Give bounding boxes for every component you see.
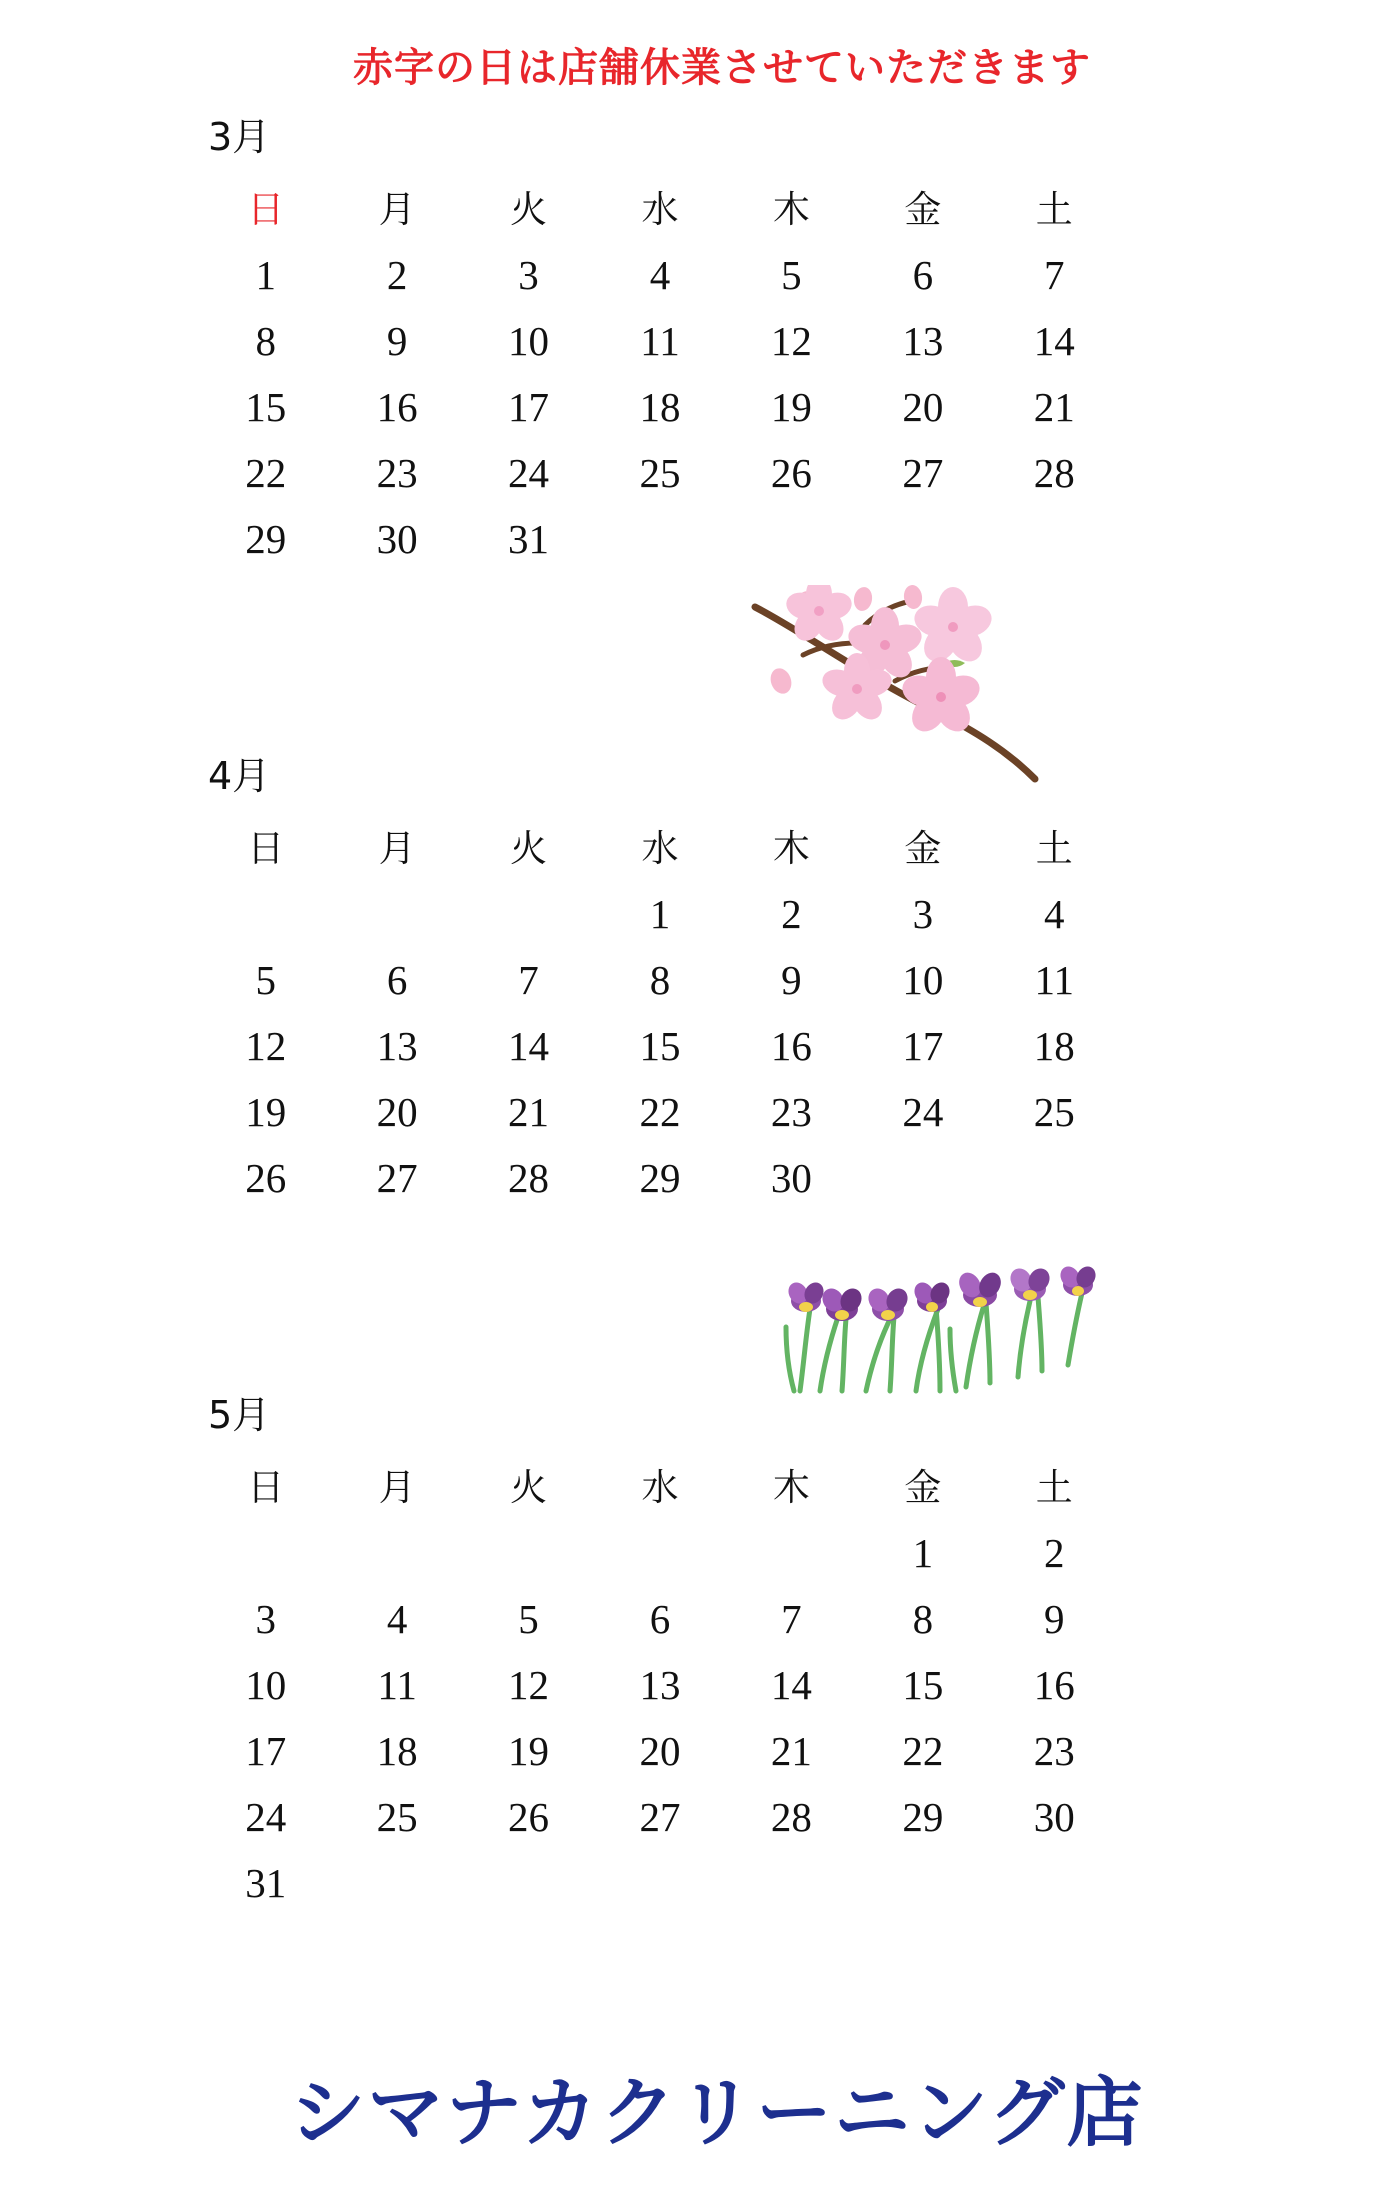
day-cell: 6 (386, 957, 408, 1003)
day-cell: 14 (508, 1023, 550, 1069)
week-row (200, 1586, 1120, 1652)
day-cell: 7 (1044, 252, 1065, 298)
day-cell: 10 (245, 1662, 287, 1708)
day-cell-empty (331, 1850, 462, 1916)
day-cell: 29 (902, 1794, 944, 1840)
day-cell: 1 (649, 891, 671, 937)
weekday-header-wed: 水 (641, 827, 679, 870)
day-cell: 31 (508, 516, 550, 562)
day-cell: 6 (912, 252, 934, 298)
day-cell: 13 (639, 1662, 681, 1708)
weekday-header-tue: 火 (510, 827, 548, 870)
day-cell: 8 (649, 957, 671, 1003)
day-cell: 2 (386, 252, 408, 298)
day-cell: 3 (255, 1596, 276, 1642)
month-label: 4月 (208, 754, 271, 798)
day-cell: 7 (518, 957, 539, 1003)
day-cell: 16 (770, 1023, 812, 1069)
week-row (200, 1784, 1120, 1850)
day-cell: 23 (770, 1089, 812, 1135)
day-cell: 30 (1033, 1794, 1075, 1840)
day-cell: 25 (639, 450, 681, 496)
day-cell: 20 (639, 1728, 681, 1774)
day-cell-empty (989, 1145, 1120, 1211)
day-cell: 24 (508, 450, 550, 496)
week-row (200, 506, 1120, 572)
week-row (200, 947, 1120, 1013)
week-row (200, 881, 1120, 947)
day-cell: 27 (639, 1794, 681, 1840)
day-cell: 20 (376, 1089, 418, 1135)
day-cell: 17 (508, 384, 550, 430)
day-cell: 2 (781, 891, 802, 937)
week-row (200, 1013, 1120, 1079)
weekday-header-row (200, 809, 1120, 881)
week-row (200, 242, 1120, 308)
weekday-header-row (200, 170, 1120, 242)
week-row (200, 374, 1120, 440)
day-cell-empty (989, 506, 1120, 572)
weekday-header-tue: 火 (510, 1466, 548, 1509)
day-cell: 15 (245, 384, 287, 430)
day-cell: 24 (902, 1089, 944, 1135)
day-cell: 22 (902, 1728, 944, 1774)
week-row (200, 440, 1120, 506)
day-cell: 28 (770, 1794, 812, 1840)
day-cell: 17 (902, 1023, 944, 1069)
day-cell-empty (200, 1520, 331, 1586)
week-row (200, 308, 1120, 374)
week-row (200, 1079, 1120, 1145)
day-cell: 25 (376, 1794, 418, 1840)
day-cell: 25 (1033, 1089, 1075, 1135)
day-cell: 9 (386, 318, 408, 364)
weekday-header-tue: 火 (510, 188, 548, 231)
day-cell: 14 (1033, 318, 1075, 364)
day-cell: 7 (781, 1596, 802, 1642)
day-cell: 26 (245, 1155, 287, 1201)
weekday-header-mon: 月 (378, 188, 416, 231)
month-label: 3月 (208, 115, 271, 159)
day-cell: 5 (781, 252, 802, 298)
day-cell: 31 (245, 1860, 287, 1906)
shop-name: シマナカクリーニング店 (289, 2068, 1145, 2157)
day-cell-empty (857, 1850, 988, 1916)
day-cell: 10 (508, 318, 550, 364)
day-cell: 4 (386, 1596, 408, 1642)
calendar-table-march (200, 170, 1120, 572)
day-cell: 9 (781, 957, 802, 1003)
day-cell-empty (463, 1850, 594, 1916)
month-block-april (200, 754, 1160, 1211)
weekday-header-thu: 木 (772, 1466, 810, 1509)
day-cell: 23 (1033, 1728, 1075, 1774)
day-cell: 29 (245, 516, 287, 562)
day-cell: 23 (376, 450, 418, 496)
day-cell: 22 (639, 1089, 681, 1135)
day-cell-empty (594, 506, 725, 572)
weekday-header-fri: 金 (904, 188, 942, 231)
holiday-notice: 赤字の日は店舗休業させていただきます (353, 45, 1091, 91)
cherry-blossom-branch-icon (745, 585, 1085, 795)
day-cell-empty (594, 1850, 725, 1916)
day-cell-empty (726, 1850, 857, 1916)
day-cell: 21 (1033, 384, 1075, 430)
day-cell: 8 (255, 318, 276, 364)
month-label: 5月 (208, 1393, 271, 1437)
calendar-table-april (200, 809, 1120, 1211)
day-cell: 27 (902, 450, 944, 496)
weekday-header-fri: 金 (904, 827, 942, 870)
day-cell: 5 (255, 957, 276, 1003)
day-cell: 13 (902, 318, 944, 364)
day-cell-empty (989, 1850, 1120, 1916)
weekday-header-mon: 月 (378, 1466, 416, 1509)
day-cell: 4 (1044, 891, 1065, 937)
day-cell: 24 (245, 1794, 287, 1840)
week-row (200, 1520, 1120, 1586)
day-cell: 8 (912, 1596, 934, 1642)
day-cell-empty (857, 1145, 988, 1211)
day-cell: 17 (245, 1728, 287, 1774)
weekday-header-row (200, 1448, 1120, 1520)
day-cell: 22 (245, 450, 287, 496)
weekday-header-thu: 木 (772, 827, 810, 870)
month-block-march (200, 115, 1160, 572)
day-cell-empty (726, 506, 857, 572)
week-row (200, 1145, 1120, 1211)
day-cell: 11 (640, 318, 680, 364)
day-cell-empty (594, 1520, 725, 1586)
day-cell: 19 (770, 384, 812, 430)
day-cell: 21 (508, 1089, 550, 1135)
day-cell: 30 (770, 1155, 812, 1201)
day-cell: 21 (770, 1728, 812, 1774)
weekday-header-sun: 日 (247, 1466, 285, 1509)
day-cell: 28 (1033, 450, 1075, 496)
iris-flowers-icon (780, 1265, 1110, 1395)
calendar-table-may (200, 1448, 1120, 1916)
day-cell: 20 (902, 384, 944, 430)
week-row (200, 1718, 1120, 1784)
day-cell: 3 (912, 891, 934, 937)
day-cell-empty (463, 881, 594, 947)
weekday-header-sun: 日 (247, 188, 285, 231)
day-cell: 19 (508, 1728, 550, 1774)
day-cell: 13 (376, 1023, 418, 1069)
day-cell: 15 (902, 1662, 944, 1708)
day-cell: 1 (255, 252, 276, 298)
day-cell-empty (857, 506, 988, 572)
day-cell-empty (331, 1520, 462, 1586)
day-cell: 19 (245, 1089, 287, 1135)
day-cell: 6 (649, 1596, 671, 1642)
day-cell: 26 (508, 1794, 550, 1840)
day-cell: 18 (639, 384, 681, 430)
day-cell: 3 (518, 252, 539, 298)
week-row (200, 1652, 1120, 1718)
weekday-header-sun: 日 (247, 827, 285, 870)
weekday-header-wed: 水 (641, 1466, 679, 1509)
day-cell: 4 (649, 252, 671, 298)
day-cell: 16 (376, 384, 418, 430)
day-cell: 1 (912, 1530, 934, 1576)
week-row (200, 1850, 1120, 1916)
day-cell: 18 (1033, 1023, 1075, 1069)
day-cell: 16 (1033, 1662, 1075, 1708)
day-cell: 15 (639, 1023, 681, 1069)
day-cell: 26 (770, 450, 812, 496)
day-cell-empty (726, 1520, 857, 1586)
day-cell-empty (331, 881, 462, 947)
day-cell: 12 (508, 1662, 550, 1708)
weekday-header-thu: 木 (772, 188, 810, 231)
day-cell: 9 (1044, 1596, 1065, 1642)
day-cell: 11 (377, 1662, 417, 1708)
day-cell: 28 (508, 1155, 550, 1201)
day-cell: 10 (902, 957, 944, 1003)
day-cell: 11 (1034, 957, 1074, 1003)
weekday-header-sat: 土 (1035, 188, 1073, 231)
day-cell: 18 (376, 1728, 418, 1774)
day-cell-empty (463, 1520, 594, 1586)
weekday-header-sat: 土 (1035, 827, 1073, 870)
day-cell: 30 (376, 516, 418, 562)
day-cell: 2 (1044, 1530, 1065, 1576)
weekday-header-sat: 土 (1035, 1466, 1073, 1509)
day-cell-empty (200, 881, 331, 947)
weekday-header-mon: 月 (378, 827, 416, 870)
day-cell: 12 (245, 1023, 287, 1069)
day-cell: 12 (770, 318, 812, 364)
day-cell: 5 (518, 1596, 539, 1642)
day-cell: 29 (639, 1155, 681, 1201)
day-cell: 27 (376, 1155, 418, 1201)
weekday-header-fri: 金 (904, 1466, 942, 1509)
day-cell: 14 (770, 1662, 812, 1708)
month-block-may (200, 1393, 1160, 1916)
weekday-header-wed: 水 (641, 188, 679, 231)
